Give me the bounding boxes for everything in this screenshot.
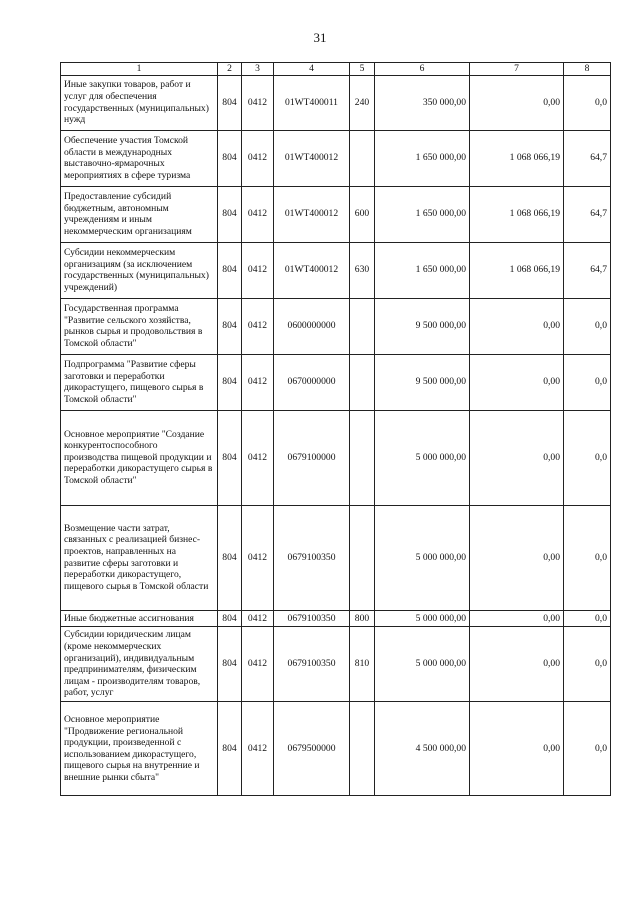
cell-ministry-code: 804 xyxy=(218,130,242,186)
cell-expense-type: 800 xyxy=(350,610,375,627)
cell-ministry-code: 804 xyxy=(218,410,242,505)
cell-execution-percent: 0,0 xyxy=(564,354,611,410)
cell-ministry-code: 804 xyxy=(218,298,242,354)
cell-target-article: 01WT400012 xyxy=(274,186,350,242)
cell-section-code: 0412 xyxy=(242,627,274,702)
cell-execution-percent: 64,7 xyxy=(564,242,611,298)
cell-executed-amount: 0,00 xyxy=(470,75,564,130)
cell-planned-amount: 1 650 000,00 xyxy=(375,242,470,298)
cell-description: Основное мероприятие "Создание конкурентоспособного производства пищевой продукции и переработки дикорастущего сырья в Томской области" xyxy=(61,410,218,505)
cell-section-code: 0412 xyxy=(242,410,274,505)
cell-description: Иные бюджетные ассигнования xyxy=(61,610,218,627)
cell-section-code: 0412 xyxy=(242,354,274,410)
table-row xyxy=(61,410,611,505)
table-row xyxy=(61,130,611,186)
cell-expense-type: 240 xyxy=(350,75,375,130)
cell-ministry-code: 804 xyxy=(218,610,242,627)
cell-execution-percent: 64,7 xyxy=(564,130,611,186)
cell-ministry-code: 804 xyxy=(218,242,242,298)
cell-planned-amount: 5 000 000,00 xyxy=(375,610,470,627)
cell-executed-amount: 0,00 xyxy=(470,410,564,505)
table-row xyxy=(61,702,611,796)
table-row xyxy=(61,354,611,410)
cell-section-code: 0412 xyxy=(242,702,274,796)
cell-executed-amount: 1 068 066,19 xyxy=(470,130,564,186)
cell-description: Обеспечение участия Томской области в международных выставочно-ярмарочных мероприятиях в сфере туризма xyxy=(61,130,218,186)
header-cell: 5 xyxy=(350,63,375,76)
cell-ministry-code: 804 xyxy=(218,702,242,796)
cell-planned-amount: 9 500 000,00 xyxy=(375,298,470,354)
cell-execution-percent: 0,0 xyxy=(564,505,611,610)
cell-target-article: 0679500000 xyxy=(274,702,350,796)
cell-target-article: 0670000000 xyxy=(274,354,350,410)
cell-planned-amount: 5 000 000,00 xyxy=(375,410,470,505)
cell-target-article: 0679100350 xyxy=(274,610,350,627)
cell-executed-amount: 0,00 xyxy=(470,627,564,702)
header-cell: 4 xyxy=(274,63,350,76)
header-cell: 8 xyxy=(564,63,611,76)
cell-ministry-code: 804 xyxy=(218,186,242,242)
cell-execution-percent: 0,0 xyxy=(564,75,611,130)
cell-executed-amount: 0,00 xyxy=(470,354,564,410)
cell-target-article: 01WT400012 xyxy=(274,242,350,298)
cell-executed-amount: 0,00 xyxy=(470,505,564,610)
cell-executed-amount: 0,00 xyxy=(470,298,564,354)
cell-ministry-code: 804 xyxy=(218,354,242,410)
page-number: 31 xyxy=(313,30,327,45)
cell-target-article: 0679100350 xyxy=(274,505,350,610)
cell-planned-amount: 5 000 000,00 xyxy=(375,505,470,610)
cell-description: Субсидии некоммерческим организациям (за исключением государственных (муниципальных) учреждений) xyxy=(61,242,218,298)
header-cell: 1 xyxy=(61,63,218,76)
cell-ministry-code: 804 xyxy=(218,505,242,610)
cell-planned-amount: 4 500 000,00 xyxy=(375,702,470,796)
cell-execution-percent: 0,0 xyxy=(564,702,611,796)
cell-execution-percent: 64,7 xyxy=(564,186,611,242)
table-row xyxy=(61,75,611,130)
table-row xyxy=(61,627,611,702)
cell-target-article: 0679100350 xyxy=(274,627,350,702)
cell-target-article: 0679100000 xyxy=(274,410,350,505)
cell-section-code: 0412 xyxy=(242,505,274,610)
cell-description: Подпрограмма "Развитие сферы заготовки и переработки дикорастущего, пищевого сырья в Томской области" xyxy=(61,354,218,410)
cell-expense-type xyxy=(350,354,375,410)
cell-expense-type xyxy=(350,702,375,796)
cell-description: Возмещение части затрат, связанных с реализацией бизнес-проектов, направленных на развитие сферы заготовки и переработки дикорастущего, пищевого сырья в Томской области xyxy=(61,505,218,610)
cell-section-code: 0412 xyxy=(242,75,274,130)
table-row xyxy=(61,186,611,242)
cell-expense-type xyxy=(350,298,375,354)
cell-description: Основное мероприятие "Продвижение региональной продукции, произведенной с использованием дикорастущего, пищевого сырья на внутренние и внешние рынки сбыта" xyxy=(61,702,218,796)
cell-section-code: 0412 xyxy=(242,130,274,186)
cell-description: Предоставление субсидий бюджетным, автономным учреждениям и иным некоммерческим организациям xyxy=(61,186,218,242)
cell-executed-amount: 1 068 066,19 xyxy=(470,186,564,242)
cell-target-article: 01WT400011 xyxy=(274,75,350,130)
cell-description: Иные закупки товаров, работ и услуг для обеспечения государственных (муниципальных) нужд xyxy=(61,75,218,130)
cell-section-code: 0412 xyxy=(242,610,274,627)
table-row xyxy=(61,505,611,610)
cell-planned-amount: 5 000 000,00 xyxy=(375,627,470,702)
cell-planned-amount: 350 000,00 xyxy=(375,75,470,130)
cell-section-code: 0412 xyxy=(242,242,274,298)
cell-description: Государственная программа "Развитие сельского хозяйства, рынков сырья и продовольствия в Томской области" xyxy=(61,298,218,354)
cell-execution-percent: 0,0 xyxy=(564,410,611,505)
cell-execution-percent: 0,0 xyxy=(564,627,611,702)
cell-executed-amount: 1 068 066,19 xyxy=(470,242,564,298)
cell-expense-type: 600 xyxy=(350,186,375,242)
cell-executed-amount: 0,00 xyxy=(470,610,564,627)
cell-ministry-code: 804 xyxy=(218,75,242,130)
table-row xyxy=(61,610,611,627)
cell-target-article: 01WT400012 xyxy=(274,130,350,186)
cell-planned-amount: 1 650 000,00 xyxy=(375,130,470,186)
cell-expense-type: 630 xyxy=(350,242,375,298)
header-cell: 3 xyxy=(242,63,274,76)
cell-section-code: 0412 xyxy=(242,298,274,354)
header-row xyxy=(61,63,611,76)
cell-executed-amount: 0,00 xyxy=(470,702,564,796)
cell-planned-amount: 1 650 000,00 xyxy=(375,186,470,242)
cell-description: Субсидии юридическим лицам (кроме некоммерческих организаций), индивидуальным предпринимателям, физическим лицам - производителям товаров, работ, услуг xyxy=(61,627,218,702)
cell-expense-type xyxy=(350,130,375,186)
header-cell: 6 xyxy=(375,63,470,76)
header-cell: 7 xyxy=(470,63,564,76)
cell-expense-type xyxy=(350,505,375,610)
cell-section-code: 0412 xyxy=(242,186,274,242)
cell-planned-amount: 9 500 000,00 xyxy=(375,354,470,410)
cell-execution-percent: 0,0 xyxy=(564,610,611,627)
cell-target-article: 0600000000 xyxy=(274,298,350,354)
table-row xyxy=(61,298,611,354)
table-row xyxy=(61,242,611,298)
header-cell: 2 xyxy=(218,63,242,76)
cell-ministry-code: 804 xyxy=(218,627,242,702)
table-body xyxy=(61,75,611,796)
budget-table xyxy=(60,62,611,796)
cell-expense-type: 810 xyxy=(350,627,375,702)
cell-expense-type xyxy=(350,410,375,505)
cell-execution-percent: 0,0 xyxy=(564,298,611,354)
